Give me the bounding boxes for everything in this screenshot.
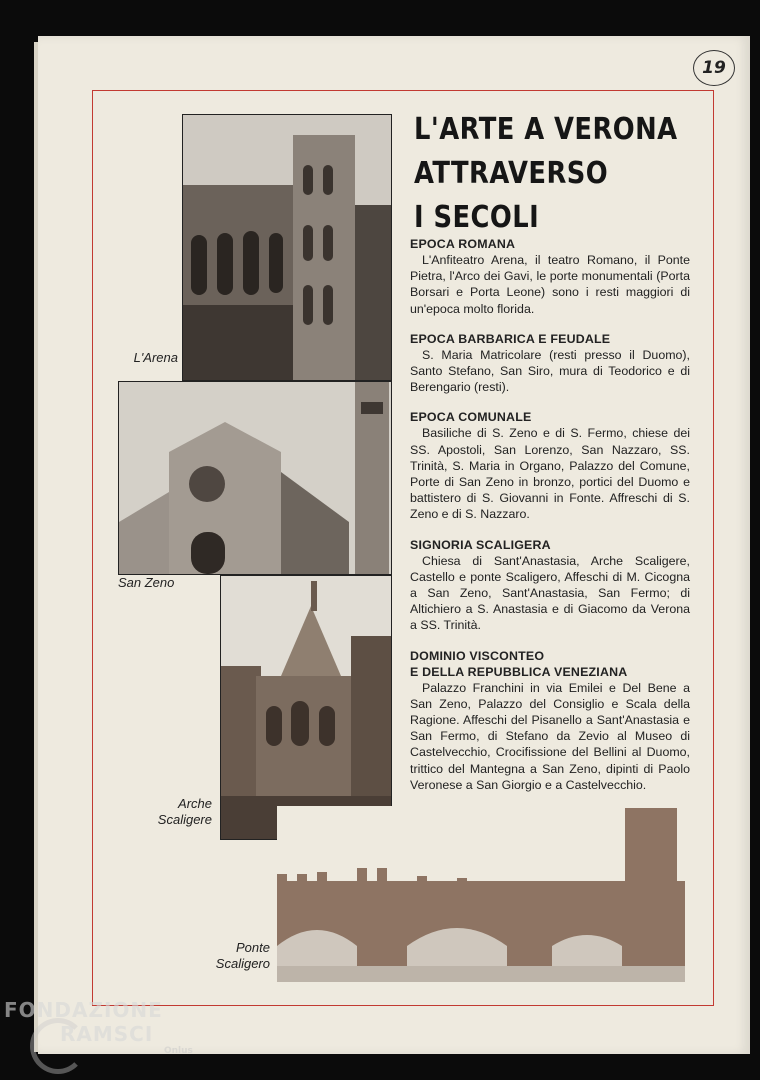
- section-epoca-barbarica: [410, 331, 690, 396]
- photo-arche-scaligere: [220, 575, 392, 840]
- section-text: Basiliche di S. Zeno e di S. Fermo, chiese dei SS. Apostoli, San Lorenzo, San Nazzaro, SS. Trinità, S. Maria in Organo, Palazzo del Comune, Porte di San Zeno in bronzo, portici del Duomo e battistero di S. Giovanni in Fonte. Affreschi di S. Zeno e di S. Nazzaro.: [410, 426, 690, 522]
- page-number: 19: [693, 50, 735, 86]
- photo-san-zeno: [118, 381, 392, 575]
- section-signoria-scaligera: [410, 537, 690, 634]
- section-heading: EPOCA BARBARICA E FEUDALE: [410, 331, 611, 346]
- article-body: [410, 236, 690, 807]
- watermark: FONDAZIONE RAMSCI Onlus: [4, 998, 193, 1056]
- caption-san-zeno: San Zeno: [118, 575, 175, 590]
- section-text: Chiesa di Sant'Anastasia, Arche Scaligere, Castello e ponte Scaligero, Affeschi di M. Cicogna a San Zeno, Sant'Anastasia, San Fermo; di Altichiero a S. Anastasia e di Giacomo da Verona a SS. Trinità.: [410, 553, 690, 633]
- section-heading: DOMINIO VISCONTEO: [410, 648, 545, 663]
- photo-arena: [182, 114, 392, 381]
- section-heading: EPOCA COMUNALE: [410, 410, 532, 425]
- article-title: L'ARTE A VERONA ATTRAVERSO I SECOLI: [414, 112, 678, 235]
- caption-arena: L'Arena: [133, 350, 178, 365]
- section-text: S. Maria Matricolare (resti presso il Duomo), Santo Stefano, San Siro, mura di Teodorico e di Berengario (resti).: [410, 347, 690, 395]
- section-heading: SIGNORIA SCALIGERA: [410, 537, 551, 552]
- section-heading-2: E DELLA REPUBBLICA VENEZIANA: [410, 664, 628, 679]
- section-epoca-comunale: [410, 409, 690, 522]
- caption-ponte-scaligero: Ponte Scaligero: [215, 940, 270, 971]
- section-epoca-romana: [410, 236, 690, 317]
- section-dominio-visconteo: [410, 648, 690, 793]
- section-text: L'Anfiteatro Arena, il teatro Romano, il Ponte Pietra, l'Arco dei Gavi, le porte monumentali (Porta Borsari e Porta Leone) sono i resti maggiori di un'epoca molto florida.: [410, 253, 690, 316]
- section-heading: EPOCA ROMANA: [410, 237, 516, 251]
- caption-arche-scaligere: Arche Scaligere: [157, 796, 212, 827]
- section-text: Palazzo Franchini in via Emilei e Del Bene a San Zeno, Palazzo del Consiglio e Scala della Ragione. Affeschi del Pisanello a Sant'Anastasia e San Fermo, di Stefano da Zevio al Museo di Castelvecchio, Crocifissione del Bellini al Duomo, trittico del Mantegna a San Zeno, dipinti di Paolo Veronese a San Giorgio e a Castelvecchio.: [410, 680, 690, 792]
- photo-ponte-scaligero: [277, 806, 685, 982]
